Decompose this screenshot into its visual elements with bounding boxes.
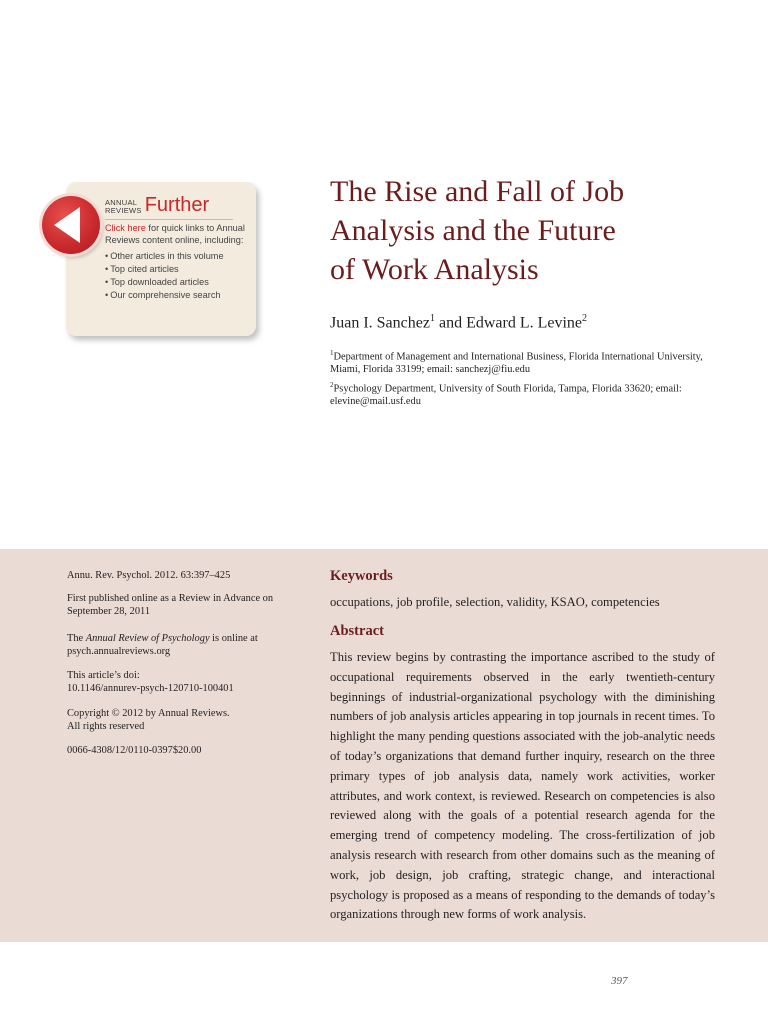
author-affil-mark: 2: [582, 313, 588, 324]
affil-mark: 1: [330, 349, 334, 357]
further-link-item[interactable]: • Our comprehensive search: [105, 289, 245, 302]
keywords-text: occupations, job profile, selection, validity, KSAO, competencies: [330, 595, 660, 609]
affil-text: Department of Management and International Business, Florida International University, Miami, Florida 33199; email: sanchezj@fiu.edu: [330, 351, 703, 376]
further-text: [105, 222, 245, 302]
brand-reviews: REVIEWS: [105, 206, 142, 215]
click-here-link[interactable]: Click here: [105, 223, 146, 233]
affiliation: [330, 347, 730, 376]
author-join: and: [434, 314, 467, 332]
online-pre: The: [67, 633, 86, 644]
title-line: Analysis and the Future: [330, 214, 616, 247]
abstract-text: This review begins by contrasting the importance ascribed to the study of occupational requirements observed in the early twentieth-century beginnings of industrial-organizational psychology with the diminishing numbers of job analysis articles appearing in top journals in recent times. To highlight the many pending questions associated with the job-analytic needs of today’s organizations that demand further inquiry, research on the three primary types of job analysis data, namely work activities, worker attributes, and work context, is reviewed. Research on competencies is also reviewed along with the goals of a potential research agenda for the emerging trend of competency modeling. The cross-fertilization of job analysis research with research from other domains such as the meaning of work, job design, job crafting, strategic change, and interactional psychology is proposed as a means of responding to the demands of today’s organizations through new forms of work analysis.: [330, 650, 715, 922]
further-intro: for quick links to Annual Reviews content online, including:: [105, 223, 245, 245]
copyright-line: All rights reserved: [67, 721, 145, 732]
authors: [330, 313, 587, 332]
title-line: of Work Analysis: [330, 253, 539, 286]
issn: 0066-4308/12/0110-0397$20.00: [67, 745, 202, 756]
online-note: [67, 632, 297, 658]
citation: Annu. Rev. Psychol. 2012. 63:397–425: [67, 570, 231, 581]
article-title: [330, 172, 730, 289]
affil-text: Psychology Department, University of South Florida, Tampa, Florida 33620; email: elevine@mail.usf.edu: [330, 383, 682, 408]
further-links: [105, 250, 245, 302]
further-brand: [105, 195, 209, 215]
title-line: The Rise and Fall of Job: [330, 175, 625, 208]
brand-further-word: Further: [144, 194, 210, 216]
further-link-item[interactable]: • Top cited articles: [105, 263, 245, 276]
brand-annual: ANNUAL: [105, 198, 138, 207]
copyright: [67, 707, 297, 733]
author-name: Juan I. Sanchez: [330, 314, 430, 332]
online-post: is online at psych.annualreviews.org: [67, 633, 258, 657]
doi-label: This article’s doi:: [67, 670, 140, 681]
affil-mark: 2: [330, 381, 334, 389]
further-link-item[interactable]: • Top downloaded articles: [105, 276, 245, 289]
doi-block: [67, 669, 297, 695]
further-link-item[interactable]: • Other articles in this volume: [105, 250, 245, 263]
author-affil-mark: 1: [429, 313, 435, 324]
further-divider: [105, 219, 233, 220]
page-number: 397: [611, 975, 628, 987]
back-arrow-icon[interactable]: [42, 196, 100, 254]
author-name: Edward L. Levine: [466, 314, 583, 332]
first-published: First published online as a Review in Advance on September 28, 2011: [67, 593, 274, 617]
affiliation: [330, 379, 730, 408]
journal-name: Annual Review of Psychology: [85, 633, 210, 644]
abstract-heading: Abstract: [330, 623, 384, 639]
keywords-heading: Keywords: [330, 568, 393, 584]
copyright-line: Copyright © 2012 by Annual Reviews.: [67, 708, 230, 719]
doi-value[interactable]: 10.1146/annurev-psych-120710-100401: [67, 683, 234, 694]
